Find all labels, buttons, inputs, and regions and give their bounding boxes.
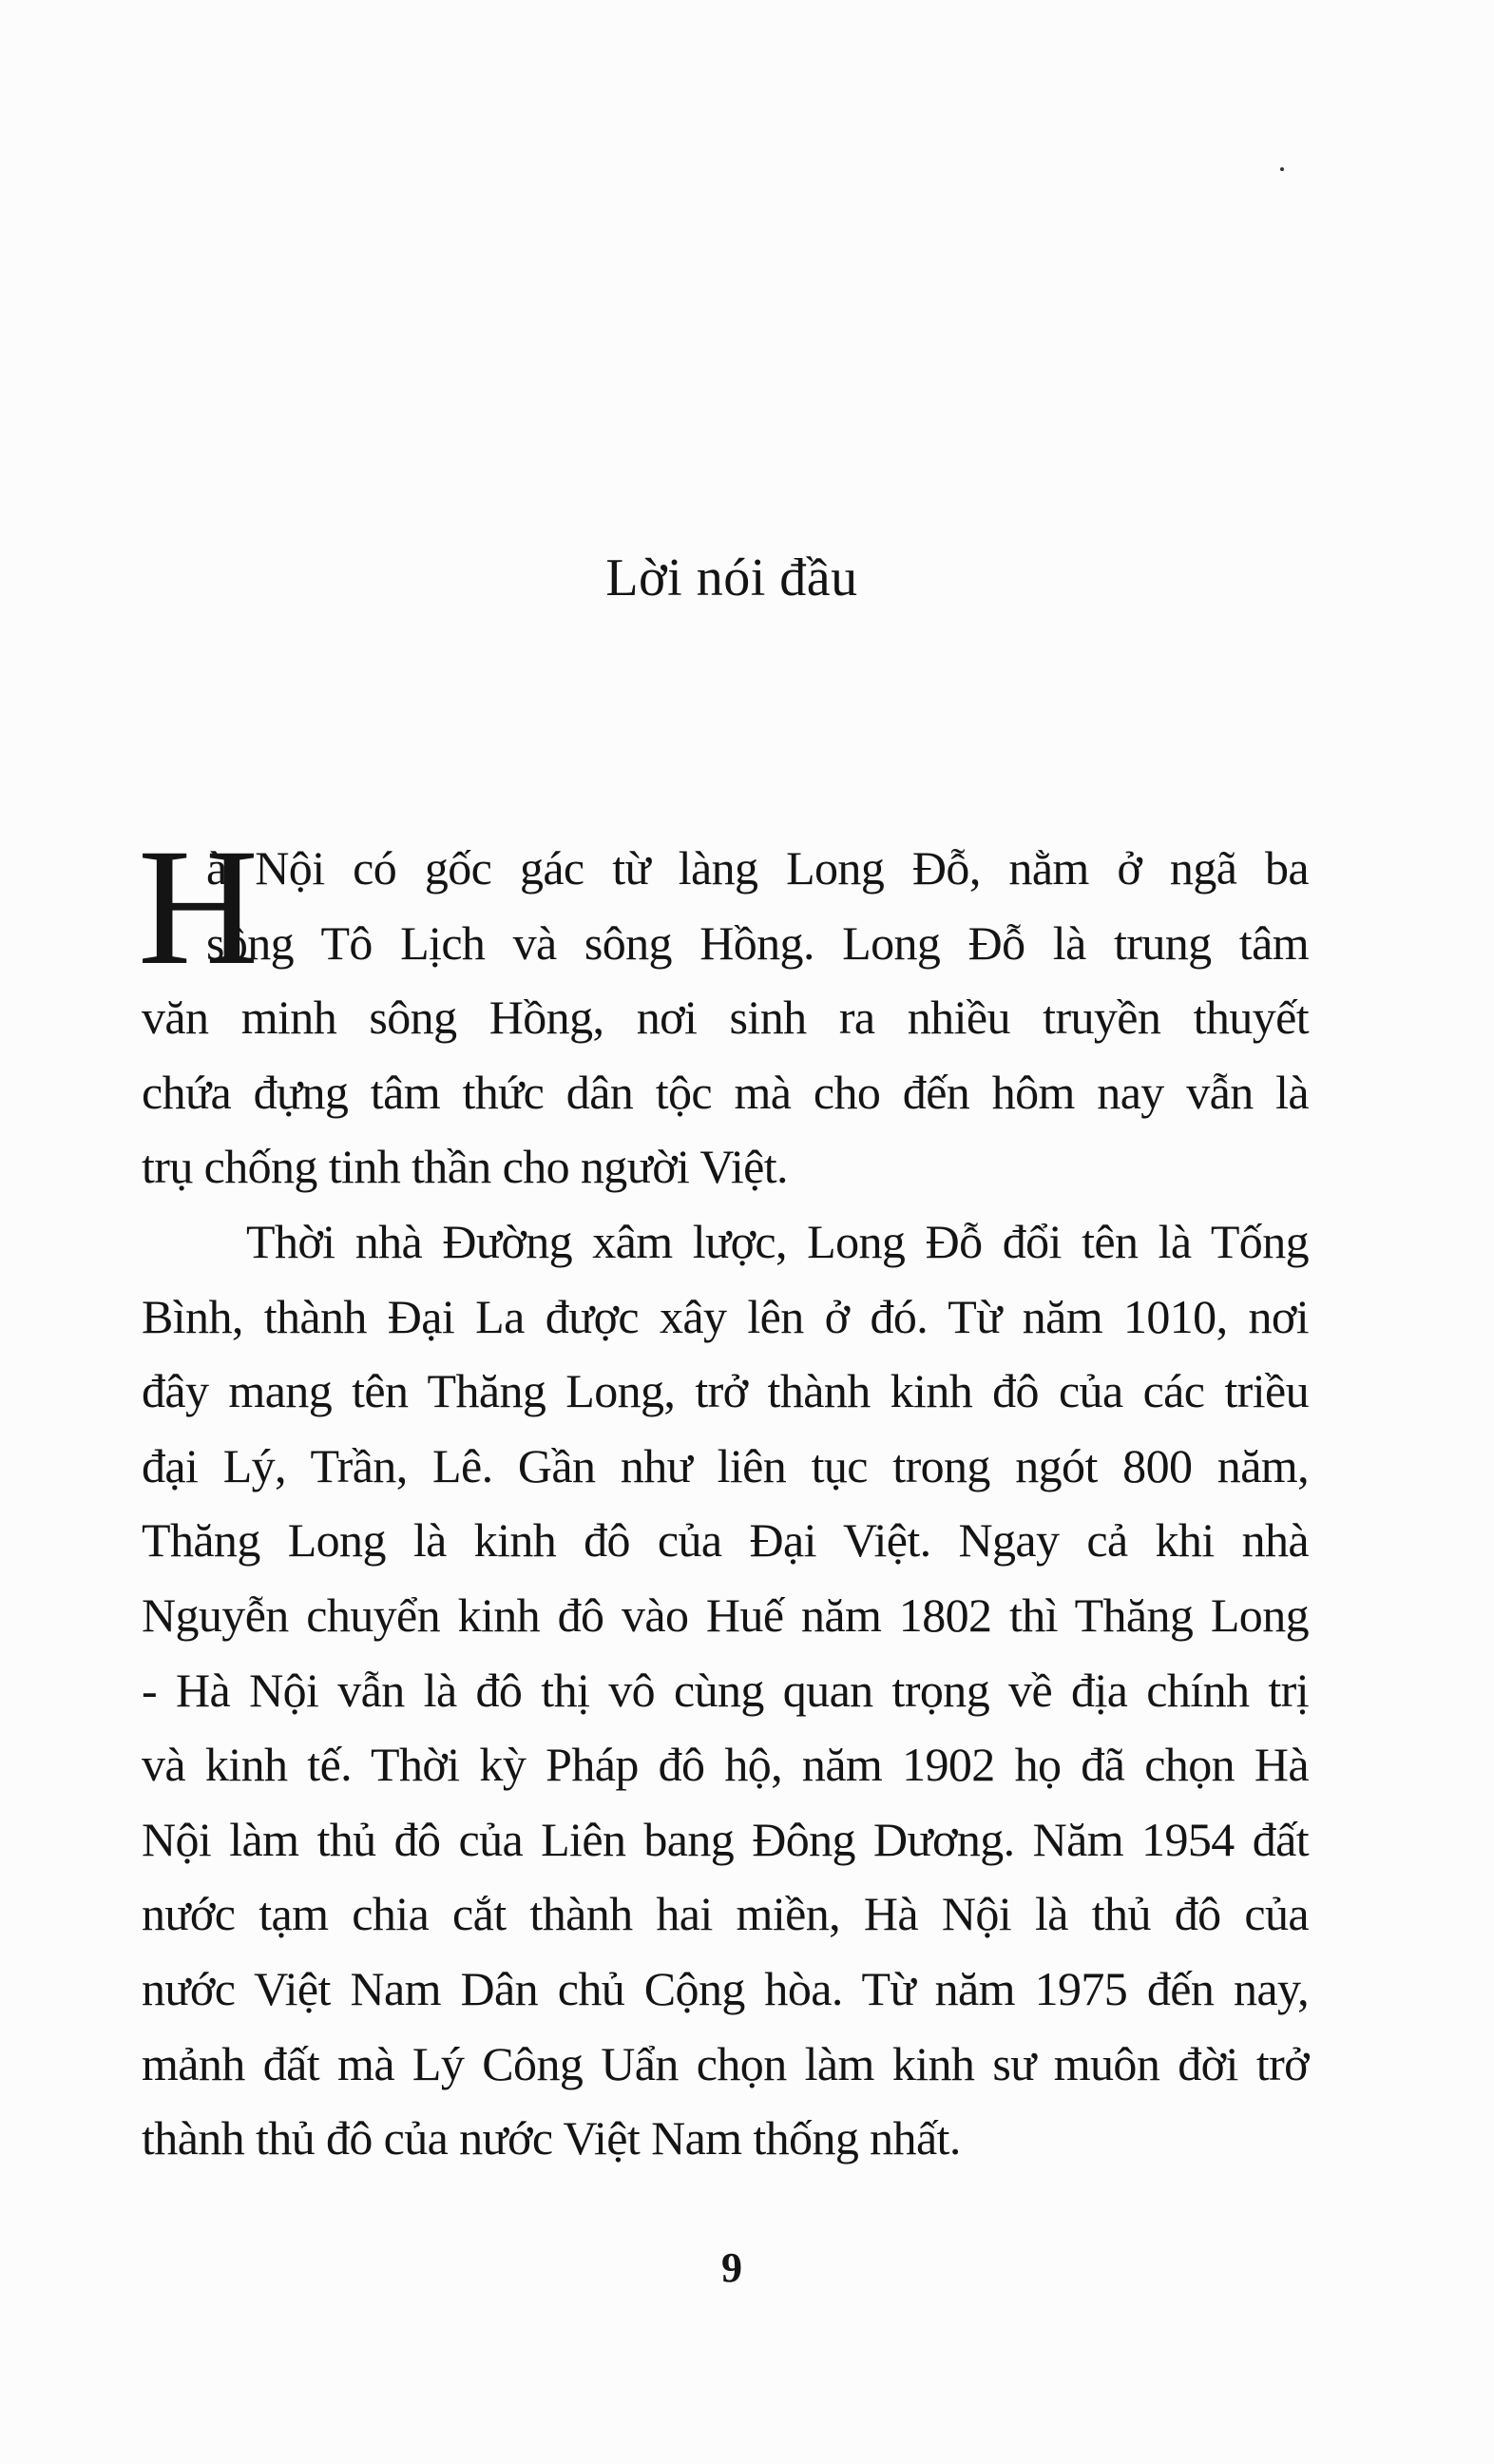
text-line: nước tạm chia cắt thành hai miền, Hà Nội là thủ đô của (142, 1887, 1309, 1941)
chapter-title: Lời nói đầu (605, 549, 858, 607)
body-text (138, 815, 1309, 2176)
text-line: chứa đựng tâm thức dân tộc mà cho đến hôm nay vẫn là (142, 1065, 1309, 1119)
text-line: Thời nhà Đường xâm lược, Long Đỗ đổi tên là Tống (246, 1214, 1309, 1268)
text-line: nước Việt Nam Dân chủ Cộng hòa. Từ năm 1975 đến nay, (142, 1961, 1309, 2015)
text-line: - Hà Nội vẫn là đô thị vô cùng quan trọng về địa chính trị (142, 1663, 1309, 1717)
text-line: và kinh tế. Thời kỳ Pháp đô hộ, năm 1902 họ đã chọn Hà (142, 1738, 1309, 1792)
text-line: văn minh sông Hồng, nơi sinh ra nhiều truyền thuyết (142, 991, 1309, 1045)
text-line: Nội làm thủ đô của Liên bang Đông Dương. Năm 1954 đất (142, 1812, 1309, 1866)
speck (1280, 167, 1284, 171)
text-line: thành thủ đô của nước Việt Nam thống nhất. (142, 2111, 961, 2166)
paragraph-2 (142, 1204, 1309, 2176)
text-line: Nguyễn chuyển kinh đô vào Huế năm 1802 thì Thăng Long (142, 1588, 1309, 1642)
drop-cap: H (138, 815, 259, 1000)
text-line: sông Tô Lịch và sông Hồng. Long Đỗ là trung tâm (206, 915, 1309, 970)
text-line: trụ chống tinh thần cho người Việt. (142, 1140, 788, 1194)
text-line: Thăng Long là kinh đô của Đại Việt. Ngay cả khi nhà (142, 1513, 1309, 1568)
paragraph-1 (142, 831, 1309, 1204)
text-line: mảnh đất mà Lý Công Uẩn chọn làm kinh sư muôn đời trở (142, 2036, 1309, 2090)
page-number: 9 (721, 2244, 742, 2291)
text-line: đại Lý, Trần, Lê. Gần như liên tục trong ngót 800 năm, (142, 1438, 1309, 1492)
text-line: đây mang tên Thăng Long, trở thành kinh đô của các triều (142, 1364, 1309, 1418)
text-line: Bình, thành Đại La được xây lên ở đó. Từ năm 1010, nơi (142, 1289, 1309, 1343)
text-line: à Nội có gốc gác từ làng Long Đỗ, nằm ở ngã ba (206, 841, 1309, 895)
